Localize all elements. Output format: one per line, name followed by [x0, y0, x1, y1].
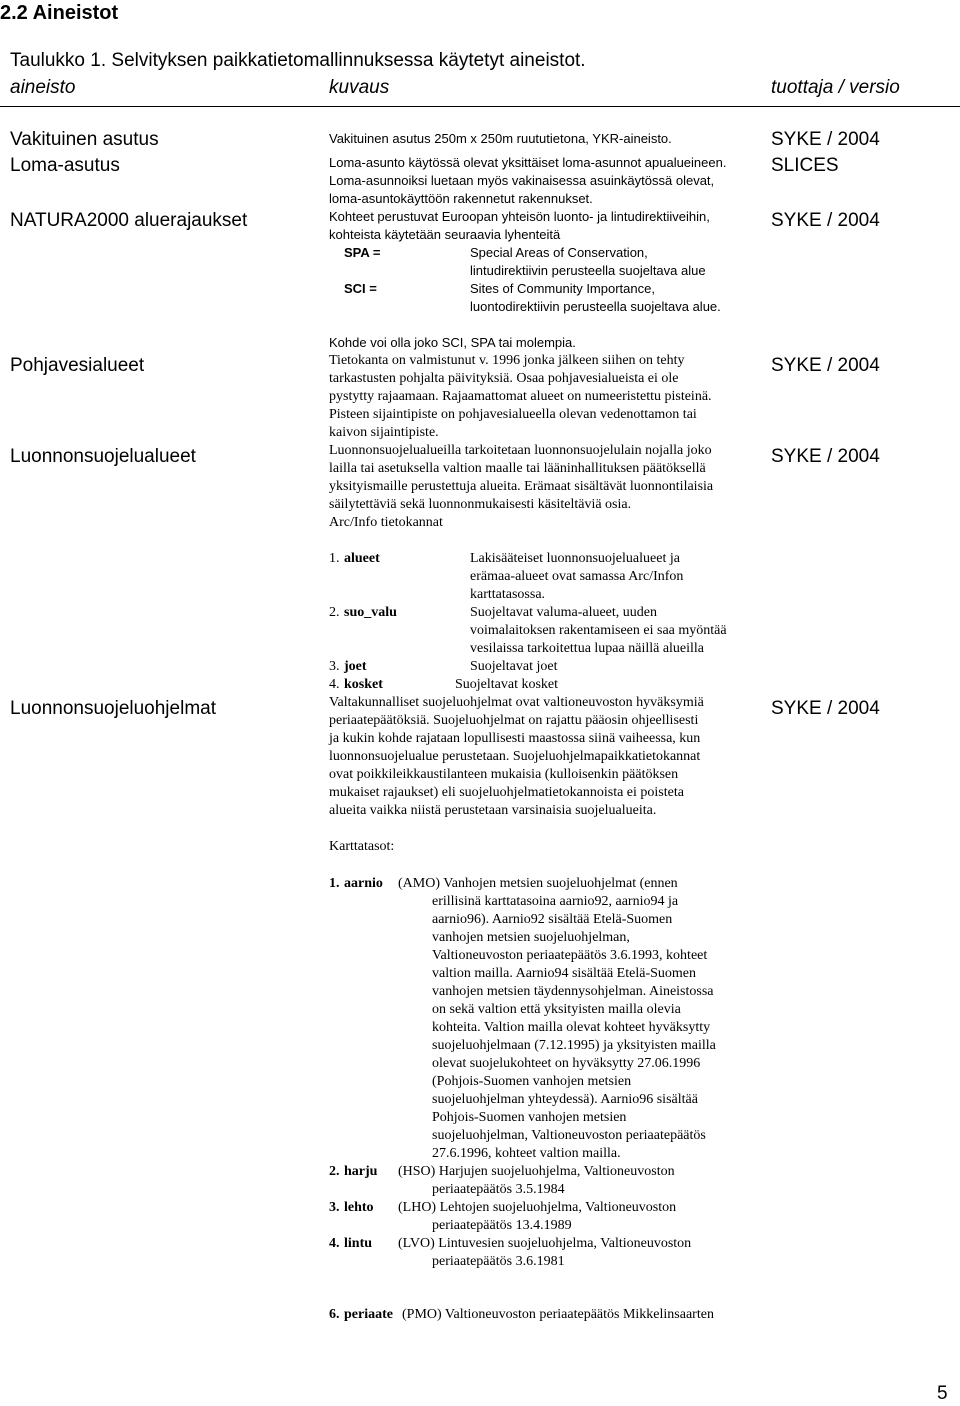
ohjelma-item-first: (PMO) Valtioneuvoston periaatepäätös Mikkelinsaarten: [402, 1307, 714, 1322]
row-desc-ohjelmat-1: Valtakunnalliset suojeluohjelmat ovat valtioneuvoston hyväksymiä: [329, 695, 704, 710]
row-name-pohjavesi: Pohjavesialueet: [10, 355, 145, 376]
ohjelma-item-num: 4.: [329, 1236, 340, 1251]
row-desc-vakituinen: Vakituinen asutus 250m x 250m ruututietona, YKR-aineisto.: [329, 131, 672, 146]
row-desc-ohjelmat-2: periaatepäätöksiä. Suojeluohjelmat on rajattu pääosin ohjeellisesti: [329, 713, 699, 728]
ohjelma-item-line: suojeluohjelman yhteydessä). Aarnio96 sisältää: [432, 1092, 698, 1107]
row-name-loma: Loma-asutus: [10, 155, 120, 176]
row-desc-ohjelmat-7: alueita vaikka niistä perustetaan varsinaisia suojelualueita.: [329, 803, 657, 818]
row-desc-ohjelmat-6: mukaiset rajaukset) eli suojeluohjelmatietokannoista ei poisteta: [329, 785, 684, 800]
ohjelma-item-line: on sekä valtion että yksityisten mailla olevia: [432, 1002, 681, 1017]
row-name-vakituinen: Vakituinen asutus: [10, 129, 159, 150]
natura-spa-text-2: lintudirektiivin perusteella suojeltava alue: [470, 263, 706, 278]
ohjelma-item-key: harju: [344, 1164, 378, 1179]
row-desc-loma-2: Loma-asunnoiksi luetaan myös vakinaisessa asuinkäytössä olevat,: [329, 173, 715, 188]
ohjelma-item-line: erillisinä karttatasoina aarnio92, aarnio94 ja: [432, 894, 679, 909]
ohjelma-item-line: Pohjois-Suomen vanhojen metsien: [432, 1110, 627, 1125]
luonnonsuojelu-item-key: suo_valu: [344, 605, 397, 620]
ohjelma-item-key: periaate: [344, 1307, 393, 1322]
ohjelma-item-line: 27.6.1996, kohteet valtion mailla.: [432, 1146, 621, 1161]
ohjelma-item-line: aarnio96). Aarnio92 sisältää Etelä-Suomen: [432, 912, 673, 927]
header-kuvaus: kuvaus: [329, 77, 390, 98]
table-caption: Taulukko 1. Selvityksen paikkatietomallinnuksessa käytetyt aineistot.: [10, 50, 586, 71]
row-desc-pohjavesi-5: kaivon sijaintipiste.: [329, 425, 439, 440]
row-name-ohjelmat: Luonnonsuojeluohjelmat: [10, 698, 216, 719]
header-rule: [0, 106, 960, 107]
ohjelma-item-num: 2.: [329, 1164, 340, 1179]
luonnonsuojelu-item-key: alueet: [344, 551, 380, 566]
luonnonsuojelu-item-text: karttatasossa.: [470, 587, 546, 602]
luonnonsuojelu-item-num: 1.: [329, 551, 340, 566]
row-producer-loma: SLICES: [771, 155, 839, 176]
ohjelma-item-line: kohteita. Valtion mailla olevat kohteet hyväksytty: [432, 1020, 711, 1035]
row-desc-pohjavesi-2: tarkastusten pohjalta päivityksiä. Osaa pohjavesialueista ei ole: [329, 371, 679, 386]
row-producer-pohjavesi: SYKE / 2004: [771, 355, 880, 376]
ohjelma-item-line: suojeluohjelmaan (7.12.1995) ja yksityisten mailla: [432, 1038, 716, 1053]
ohjelma-item-num: 1.: [329, 876, 340, 891]
ohjelma-item-line: suojeluohjelman, Valtioneuvoston periaatepäätös: [432, 1128, 706, 1143]
row-desc-natura-2: kohteista käytetään seuraavia lyhenteitä: [329, 227, 561, 242]
luonnonsuojelu-item-text: erämaa-alueet ovat samassa Arc/Infon: [470, 569, 684, 584]
luonnonsuojelu-item-text: Suojeltavat joet: [470, 659, 558, 674]
karttatasot-label: Karttatasot:: [329, 839, 395, 854]
row-producer-ohjelmat: SYKE / 2004: [771, 698, 880, 719]
ohjelma-item-key: lehto: [344, 1200, 374, 1215]
luonnonsuojelu-item-num: 4.: [329, 677, 340, 692]
ohjelma-item-line: vanhojen metsien suojeluohjelman,: [432, 930, 630, 945]
ohjelma-item-first: (AMO) Vanhojen metsien suojeluohjelmat (ennen: [398, 876, 678, 891]
row-producer-natura: SYKE / 2004: [771, 210, 880, 231]
luonnonsuojelu-item-text: Suojeltavat valuma-alueet, uuden: [470, 605, 657, 620]
ohjelma-item-key: lintu: [344, 1236, 373, 1251]
ohjelma-item-first: (HSO) Harjujen suojeluohjelma, Valtioneuvoston: [398, 1164, 675, 1179]
ohjelma-item-first: (LHO) Lehtojen suojeluohjelma, Valtioneuvoston: [398, 1200, 677, 1215]
ohjelma-item-line: valtion mailla. Aarnio94 sisältää Etelä-Suomen: [432, 966, 696, 981]
natura-note: Kohde voi olla joko SCI, SPA tai molempia.: [329, 335, 576, 350]
row-producer-vakituinen: SYKE / 2004: [771, 129, 880, 150]
natura-sci-key: SCI =: [344, 281, 377, 296]
row-desc-luonnonsuojelu-1: Luonnonsuojelualueilla tarkoitetaan luonnonsuojelulain nojalla joko: [329, 443, 712, 458]
ohjelma-item-num: 3.: [329, 1200, 340, 1215]
luonnonsuojelu-item-num: 2.: [329, 605, 340, 620]
row-desc-ohjelmat-5: ovat poikkileikkaustilanteen mukaisia (kulloisenkin päätöksen: [329, 767, 679, 782]
natura-sci-text-2: luontodirektiivin perusteella suojeltava alue.: [470, 299, 721, 314]
luonnonsuojelu-item-key: joet: [344, 659, 367, 674]
row-producer-luonnonsuojelu: SYKE / 2004: [771, 446, 880, 467]
row-name-natura: NATURA2000 aluerajaukset: [10, 210, 248, 231]
natura-spa-key: SPA =: [344, 245, 381, 260]
page-number: 5: [937, 1383, 948, 1404]
ohjelma-item-line: periaatepäätös 3.6.1981: [432, 1254, 565, 1269]
natura-spa-text-1: Special Areas of Conservation,: [470, 245, 648, 260]
ohjelma-item-line: periaatepäätös 13.4.1989: [432, 1218, 572, 1233]
ohjelma-item-first: (LVO) Lintuvesien suojeluohjelma, Valtioneuvoston: [398, 1236, 692, 1251]
row-desc-luonnonsuojelu-4: säilytettäviä sekä luonnonmukaisesti käsiteltäviä osia.: [329, 497, 632, 512]
ohjelma-item-line: Valtioneuvoston periaatepäätös 3.6.1993, kohteet: [432, 948, 708, 963]
section-title: 2.2 Aineistot: [0, 2, 119, 24]
row-desc-luonnonsuojelu-2: lailla tai asetuksella valtion maalle tai lääninhallituksen päätöksellä: [329, 461, 706, 476]
row-desc-loma-3: loma-asuntokäyttöön rakennetut rakennukset.: [329, 191, 593, 206]
row-desc-pohjavesi-4: Pisteen sijaintipiste on pohjavesialueella olevan vedenottamon tai: [329, 407, 697, 422]
row-desc-ohjelmat-3: ja kukin kohde rajataan lopullisesti maastossa siinä vaiheessa, kun: [329, 731, 701, 746]
row-desc-ohjelmat-4: luonnonsuojelualue perustetaan. Suojeluohjelmapaikkatietokannat: [329, 749, 701, 764]
luonnonsuojelu-item-key: kosket: [344, 677, 383, 692]
header-aineisto: aineisto: [10, 77, 76, 98]
row-desc-loma-1: Loma-asunto käytössä olevat yksittäiset loma-asunnot apualueineen.: [329, 155, 727, 170]
natura-sci-text-1: Sites of Community Importance,: [470, 281, 655, 296]
header-tuottaja: tuottaja / versio: [771, 77, 900, 98]
row-desc-pohjavesi-1: Tietokanta on valmistunut v. 1996 jonka jälkeen siihen on tehty: [329, 353, 685, 368]
luonnonsuojelu-item-num: 3.: [329, 659, 340, 674]
row-desc-pohjavesi-3: pystytty rajaamaan. Rajaamattomat alueet on numeeristettu pisteinä.: [329, 389, 712, 404]
luonnonsuojelu-item-text: vesilaissa tarkoitettua lupaa näillä alueilla: [470, 641, 705, 656]
ohjelma-item-line: periaatepäätös 3.5.1984: [432, 1182, 565, 1197]
ohjelma-item-key: aarnio: [344, 876, 383, 891]
row-desc-luonnonsuojelu-5: Arc/Info tietokannat: [329, 515, 443, 530]
luonnonsuojelu-item-text: Lakisääteiset luonnonsuojelualueet ja: [470, 551, 680, 566]
luonnonsuojelu-item-text: Suojeltavat kosket: [455, 677, 559, 692]
luonnonsuojelu-item-text: voimalaitoksen rakentamiseen ei saa myöntää: [470, 623, 727, 638]
ohjelma-item-line: vanhojen metsien täydennysohjelman. Aineistossa: [432, 984, 714, 999]
row-desc-natura-1: Kohteet perustuvat Euroopan yhteisön luonto- ja lintudirektiiveihin,: [329, 209, 710, 224]
row-name-luonnonsuojelu: Luonnonsuojelualueet: [10, 446, 196, 467]
row-desc-luonnonsuojelu-3: yksityismaille perustettuja alueita. Erämaat sisältävät luonnontilaisia: [329, 479, 714, 494]
ohjelma-item-line: (Pohjois-Suomen vanhojen metsien: [432, 1074, 632, 1089]
ohjelma-item-num: 6.: [329, 1307, 340, 1322]
ohjelma-item-line: olevat suojelukohteet on hyväksytty 27.06.1996: [432, 1056, 701, 1071]
